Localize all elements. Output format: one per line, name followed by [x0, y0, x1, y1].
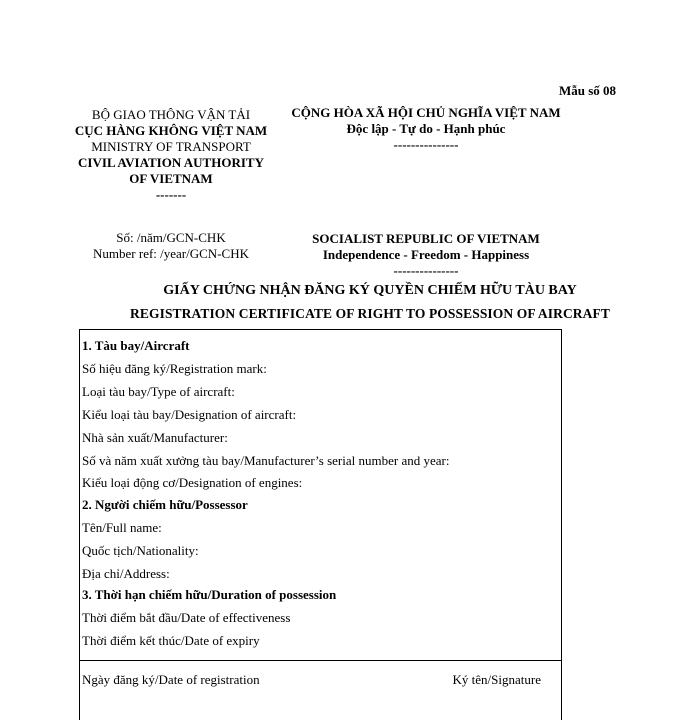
registration-signature-box: [79, 660, 562, 720]
ministry-name-vn: BỘ GIAO THÔNG VẬN TẢI: [91, 107, 251, 122]
reference-number: [70, 230, 272, 262]
field-registration-mark: Số hiệu đăng ký/Registration mark:: [82, 361, 267, 376]
reference-number-vn: Số: /năm/GCN-CHK: [116, 230, 226, 245]
country-name-en: SOCIALIST REPUBLIC OF VIETNAM: [312, 231, 540, 246]
field-aircraft-type: Loại tàu bay/Type of aircraft:: [82, 384, 235, 399]
field-full-name: Tên/Full name:: [82, 520, 162, 535]
form-number: Mẫu số 08: [558, 83, 616, 98]
national-header-vn: [276, 105, 576, 153]
national-motto-en: Independence - Freedom - Happiness: [322, 247, 530, 262]
field-address: Địa chỉ/Address:: [82, 566, 170, 581]
issuing-authority-header: [70, 107, 272, 203]
field-engine-designation: Kiểu loại động cơ/Designation of engines:: [82, 475, 303, 490]
certificate-details-box: [79, 329, 562, 661]
section-possessor-heading: 2. Người chiếm hữu/Possessor: [82, 497, 248, 512]
field-date-expiry: Thời điểm kết thúc/Date of expiry: [82, 633, 260, 648]
country-name-vn: CỘNG HÒA XÃ HỘI CHỦ NGHĨA VIỆT NAM: [291, 105, 561, 120]
section-aircraft-heading: 1. Tàu bay/Aircraft: [82, 338, 190, 353]
certificate-title-vn: GIẤY CHỨNG NHẬN ĐĂNG KÝ QUYỀN CHIẾM HỮU TÀU BAY: [163, 283, 577, 298]
national-header-en: [276, 231, 576, 279]
header-divider-en: ---------------: [393, 263, 459, 278]
field-aircraft-designation: Kiểu loại tàu bay/Designation of aircraft:: [82, 407, 297, 422]
field-signature: Ký tên/Signature: [452, 672, 541, 687]
field-serial-number-year: Số và năm xuất xưởng tàu bay/Manufacturer’s serial number and year:: [82, 453, 450, 468]
authority-name-vn: CỤC HÀNG KHÔNG VIỆT NAM: [74, 123, 268, 138]
section-duration-heading: 3. Thời hạn chiếm hữu/Duration of possession: [82, 587, 337, 602]
field-date-effectiveness: Thời điểm bắt đầu/Date of effectiveness: [82, 610, 291, 625]
field-manufacturer: Nhà sản xuất/Manufacturer:: [82, 430, 228, 445]
field-nationality: Quốc tịch/Nationality:: [82, 543, 199, 558]
national-motto-vn: Độc lập - Tự do - Hạnh phúc: [346, 121, 506, 136]
field-registration-date: Ngày đăng ký/Date of registration: [82, 672, 260, 687]
reference-number-en: Number ref: /year/GCN-CHK: [93, 246, 249, 261]
certificate-title-en: REGISTRATION CERTIFICATE OF RIGHT TO POSSESSION OF AIRCRAFT: [130, 306, 610, 321]
header-divider-left: -------: [155, 187, 187, 202]
ministry-name-en: MINISTRY OF TRANSPORT: [91, 139, 251, 154]
authority-name-en: CIVIL AVIATION AUTHORITY OF VIETNAM: [78, 155, 264, 186]
header-divider-right: ---------------: [393, 137, 459, 152]
